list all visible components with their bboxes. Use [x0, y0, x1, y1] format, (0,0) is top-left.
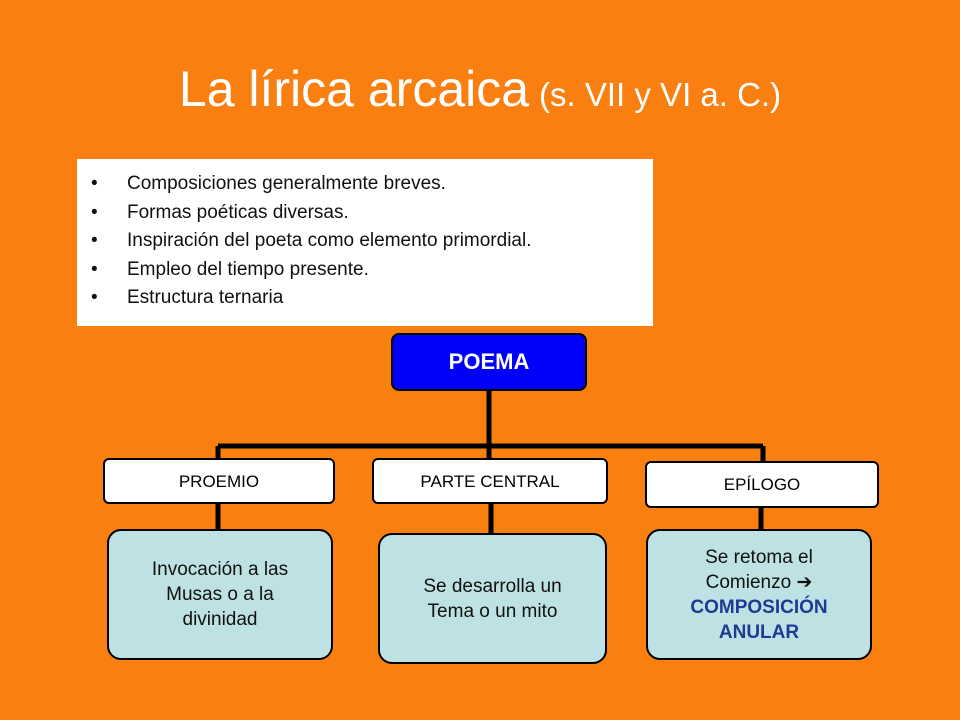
characteristic-text: Composiciones generalmente breves. [127, 173, 446, 194]
characteristic-text: Estructura ternaria [127, 287, 284, 308]
content-line: Se desarrolla un [423, 575, 562, 597]
bullet-marker: • [91, 201, 98, 223]
bullet-marker: • [91, 173, 98, 194]
parte-central-content-node [378, 533, 607, 664]
poema-root-node: POEMA [391, 333, 587, 391]
highlight-line: ANULAR [718, 621, 800, 643]
content-line: divinidad [182, 609, 258, 630]
characteristic-text: Formas poéticas diversas. [127, 201, 349, 223]
bullet-marker: • [91, 287, 98, 308]
epilogo-content-node [646, 529, 872, 660]
bullet-marker: • [91, 230, 98, 251]
content-line: Musas o a la [166, 584, 274, 605]
content-line: Tema o un mito [427, 600, 558, 622]
title-subtitle: (s. VII y VI a. C.) [539, 76, 782, 113]
characteristic-text: Inspiración del poeta como elemento primordial. [127, 230, 532, 251]
content-line: Se retoma el [705, 546, 813, 568]
title-main: La lírica arcaica [178, 61, 530, 117]
epilogo-label-node: EPÍLOGO [645, 461, 879, 508]
content-line: Comienzo ➔ [705, 571, 813, 593]
parte-central-label-node: PARTE CENTRAL [372, 458, 608, 504]
bullet-marker: • [91, 258, 98, 280]
proemio-label-node: PROEMIO [103, 458, 335, 504]
proemio-content-node [107, 529, 333, 660]
highlight-line: COMPOSICIÓN [690, 596, 828, 618]
content-line: Invocación a las [151, 559, 289, 580]
characteristic-text: Empleo del tiempo presente. [127, 258, 369, 280]
